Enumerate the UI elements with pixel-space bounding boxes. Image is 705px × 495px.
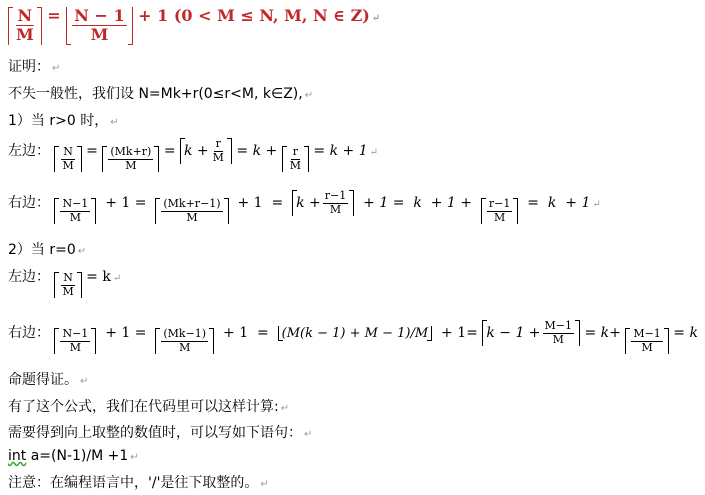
inner-expr: k + xyxy=(296,195,321,212)
assume-text: 不失一般性，我们设 N=Mk+r(0≤r<M, k∈Z), xyxy=(8,86,303,102)
frac-num: r xyxy=(215,137,221,150)
conclusion-line xyxy=(8,369,88,389)
result: = k xyxy=(673,325,698,342)
frac-den: M xyxy=(16,25,34,45)
result: = k + 1 xyxy=(313,143,368,160)
floor-n-minus-1-over-m xyxy=(66,7,132,45)
case1-right-equation xyxy=(8,190,601,224)
frac-den: M xyxy=(69,340,81,354)
paragraph-mark-icon: ↵ xyxy=(77,246,87,257)
title-formula xyxy=(8,6,380,45)
frac-den: M xyxy=(212,150,224,164)
frac-den: M xyxy=(62,284,74,298)
left-label: 左边： xyxy=(8,269,50,285)
code-keyword: int xyxy=(8,448,27,464)
frac-num: N − 1 xyxy=(74,6,125,25)
code-line xyxy=(8,448,139,464)
frac-num: N−1 xyxy=(62,327,89,341)
op: + 1 = xyxy=(100,325,151,342)
frac-num: (Mk−1) xyxy=(163,327,207,341)
paragraph-mark-icon: ↵ xyxy=(304,429,313,440)
frac-den: M xyxy=(125,158,137,172)
frac-den: M xyxy=(641,340,653,354)
frac-den: M xyxy=(329,202,342,216)
case2-right-equation xyxy=(8,320,698,354)
after-line xyxy=(8,396,289,416)
op: + 1 = xyxy=(233,195,288,212)
frac-num: M−1 xyxy=(633,327,661,341)
frac-den: M xyxy=(186,210,198,224)
need-text: 需要得到向上取整的数值时，可以写如下语句： xyxy=(8,425,302,441)
floor-expr: (M(k − 1) + M − 1)/M xyxy=(281,326,429,342)
right-label: 右边： xyxy=(8,195,50,212)
need-line xyxy=(8,422,312,442)
assume-line xyxy=(8,83,313,103)
paragraph-mark-icon: ↵ xyxy=(110,117,119,128)
frac-num: N xyxy=(17,6,33,25)
case1-left-equation xyxy=(8,138,378,172)
frac-num: (Mk+r) xyxy=(110,145,152,159)
paragraph-mark-icon: ↵ xyxy=(52,63,61,74)
op: + 1= xyxy=(436,325,478,342)
op: + 1 = xyxy=(218,325,274,342)
note-text: 注意：在编程语言中，'/'是往下取整的。 xyxy=(8,475,259,491)
paragraph-mark-icon: ↵ xyxy=(592,199,601,211)
result: = k xyxy=(86,269,111,285)
frac-num: r−1 xyxy=(488,197,511,211)
paragraph-mark-icon: ↵ xyxy=(112,273,122,284)
formula-tail: + 1 (0 < M ≤ N, M, N ∈ Z) xyxy=(138,6,370,25)
frac-den: M xyxy=(289,158,301,172)
frac-num: (Mk+r−1) xyxy=(163,197,221,211)
inner-expr: k − 1 + xyxy=(486,325,541,342)
left-label: 左边： xyxy=(8,143,50,160)
frac-den: M xyxy=(90,25,109,45)
op: = k+ xyxy=(584,325,621,342)
frac-num: N xyxy=(63,145,73,159)
result: = k + 1 xyxy=(522,195,591,212)
case1-text: 1）当 r>0 时， xyxy=(8,113,109,129)
frac-den: M xyxy=(62,158,74,172)
case2-text: 2）当 r=0 xyxy=(8,242,76,258)
case1-line xyxy=(8,110,119,130)
note-line xyxy=(8,472,269,492)
paragraph-mark-icon: ↵ xyxy=(260,479,269,490)
inner-expr: k + xyxy=(184,143,209,160)
after-text: 有了这个公式，我们在代码里可以这样计算: xyxy=(8,399,279,415)
paragraph-mark-icon: ↵ xyxy=(130,452,139,463)
frac-den: M xyxy=(179,340,191,354)
frac-num: N xyxy=(63,271,73,284)
frac-den: M xyxy=(69,210,81,224)
paragraph-mark-icon: ↵ xyxy=(371,13,381,24)
op: = k + xyxy=(236,143,278,160)
frac-num: N−1 xyxy=(62,197,89,211)
conclusion-text: 命题得证。 xyxy=(8,372,78,388)
op: + 1 = xyxy=(100,195,151,212)
paragraph-mark-icon: ↵ xyxy=(304,90,314,101)
case2-left-equation xyxy=(8,266,121,298)
equals-sign: = xyxy=(47,6,61,25)
code-rest: a=(N-1)/M +1 xyxy=(26,448,129,464)
op: = xyxy=(163,143,176,160)
case2-line xyxy=(8,239,86,259)
paragraph-mark-icon: ↵ xyxy=(369,147,379,159)
proof-heading xyxy=(8,56,60,76)
proof-text: 证明： xyxy=(8,59,50,75)
frac-den: M xyxy=(494,210,506,224)
op: = xyxy=(86,143,98,160)
frac-num: r−1 xyxy=(324,189,347,202)
paragraph-mark-icon: ↵ xyxy=(80,376,89,387)
frac-num: r xyxy=(292,145,298,159)
ceil-n-over-m xyxy=(8,7,42,45)
paragraph-mark-icon: ↵ xyxy=(280,403,290,414)
right-label: 右边： xyxy=(8,325,50,342)
op: + 1 = k + 1 + xyxy=(358,195,477,212)
frac-den: M xyxy=(552,332,564,346)
frac-num: M−1 xyxy=(544,319,573,332)
